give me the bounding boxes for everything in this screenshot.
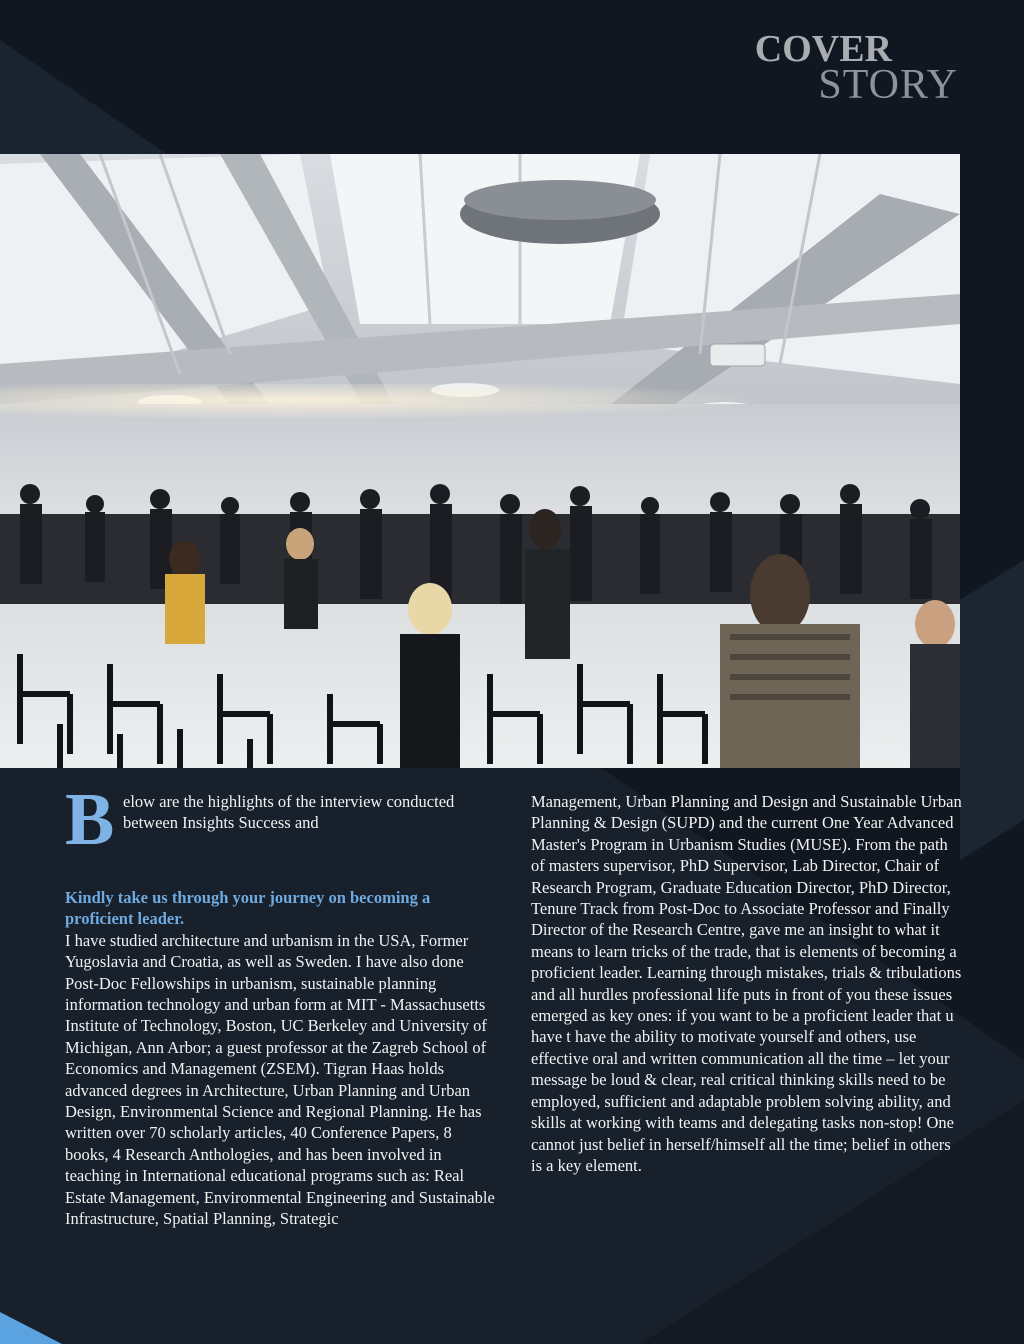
section-title-cover: COVER bbox=[754, 28, 892, 70]
conference-hall-photo bbox=[0, 154, 960, 768]
drop-cap: B bbox=[65, 779, 115, 861]
intro-paragraph bbox=[65, 779, 495, 861]
conference-photo-illustration bbox=[0, 154, 960, 768]
interview-answer-part1: I have studied architecture and urbanism in the USA, Former Yugoslavia and Croatia, as well as Sweden. I have also done Post-Doc Fellowships in urbanism, sustainable planning information technology and urban form at MIT - Massachusetts Institute of Technology, Boston, UC Berkeley and University of Michigan, Ann Arbor; a guest professor at the Zagreb School of Economics and Management (ZSEM). Tigran Haas holds advanced degrees in Architecture, Urban Planning and Urban Design, Environmental Science and Regional Planning. He has written over 70 scholarly articles, 40 Conference Papers, 8 books, 4 Research Anthologies, and has been involved in teaching in International educational programs such as: Real Estate Management, Environmental Engineering and Sustainable Infrastructure, Spatial Planning, Strategic bbox=[65, 930, 495, 1229]
interview-answer-part2: Management, Urban Planning and Design and Sustainable Urban Planning & Design (SUPD) and the current One Year Advanced Master's Program in Urbanism Studies (MUSE). From the path of masters supervisor, PhD Supervisor, Lab Director, Chair of Research Program, Graduate Education Director, PhD Director, Tenure Track from Post-Doc to Associate Professor and Finally Director of the Research Centre, gave me an insight to what it means to learn tricks of the trade, that is elements of becoming a proficient leader. Learning through mistakes, trials & tribulations and all hurdles professional life puts in front of you these issues emerged as key ones: if you want to be a proficient leader that u have t have the ability to motivate yourself and others, use effective oral and written communication all the time – let your message be loud & clear, real critical thinking skills need to be employed, sufficient and adaptable problem solving ability, and skills at working with teams and delegating tasks non-stop! One cannot just belief in herself/himself all the time; belief in others is a key element. bbox=[531, 792, 962, 1175]
article-column-left bbox=[65, 779, 495, 1230]
section-title-story: STORY bbox=[818, 62, 958, 108]
article-column-right bbox=[531, 791, 963, 1176]
interview-question: Kindly take us through your journey on becoming a proficient leader. bbox=[65, 888, 431, 929]
intro-text: elow are the highlights of the interview conducted between Insights Success and bbox=[123, 792, 455, 833]
corner-accent-triangle bbox=[0, 1304, 70, 1344]
section-title bbox=[755, 30, 958, 106]
